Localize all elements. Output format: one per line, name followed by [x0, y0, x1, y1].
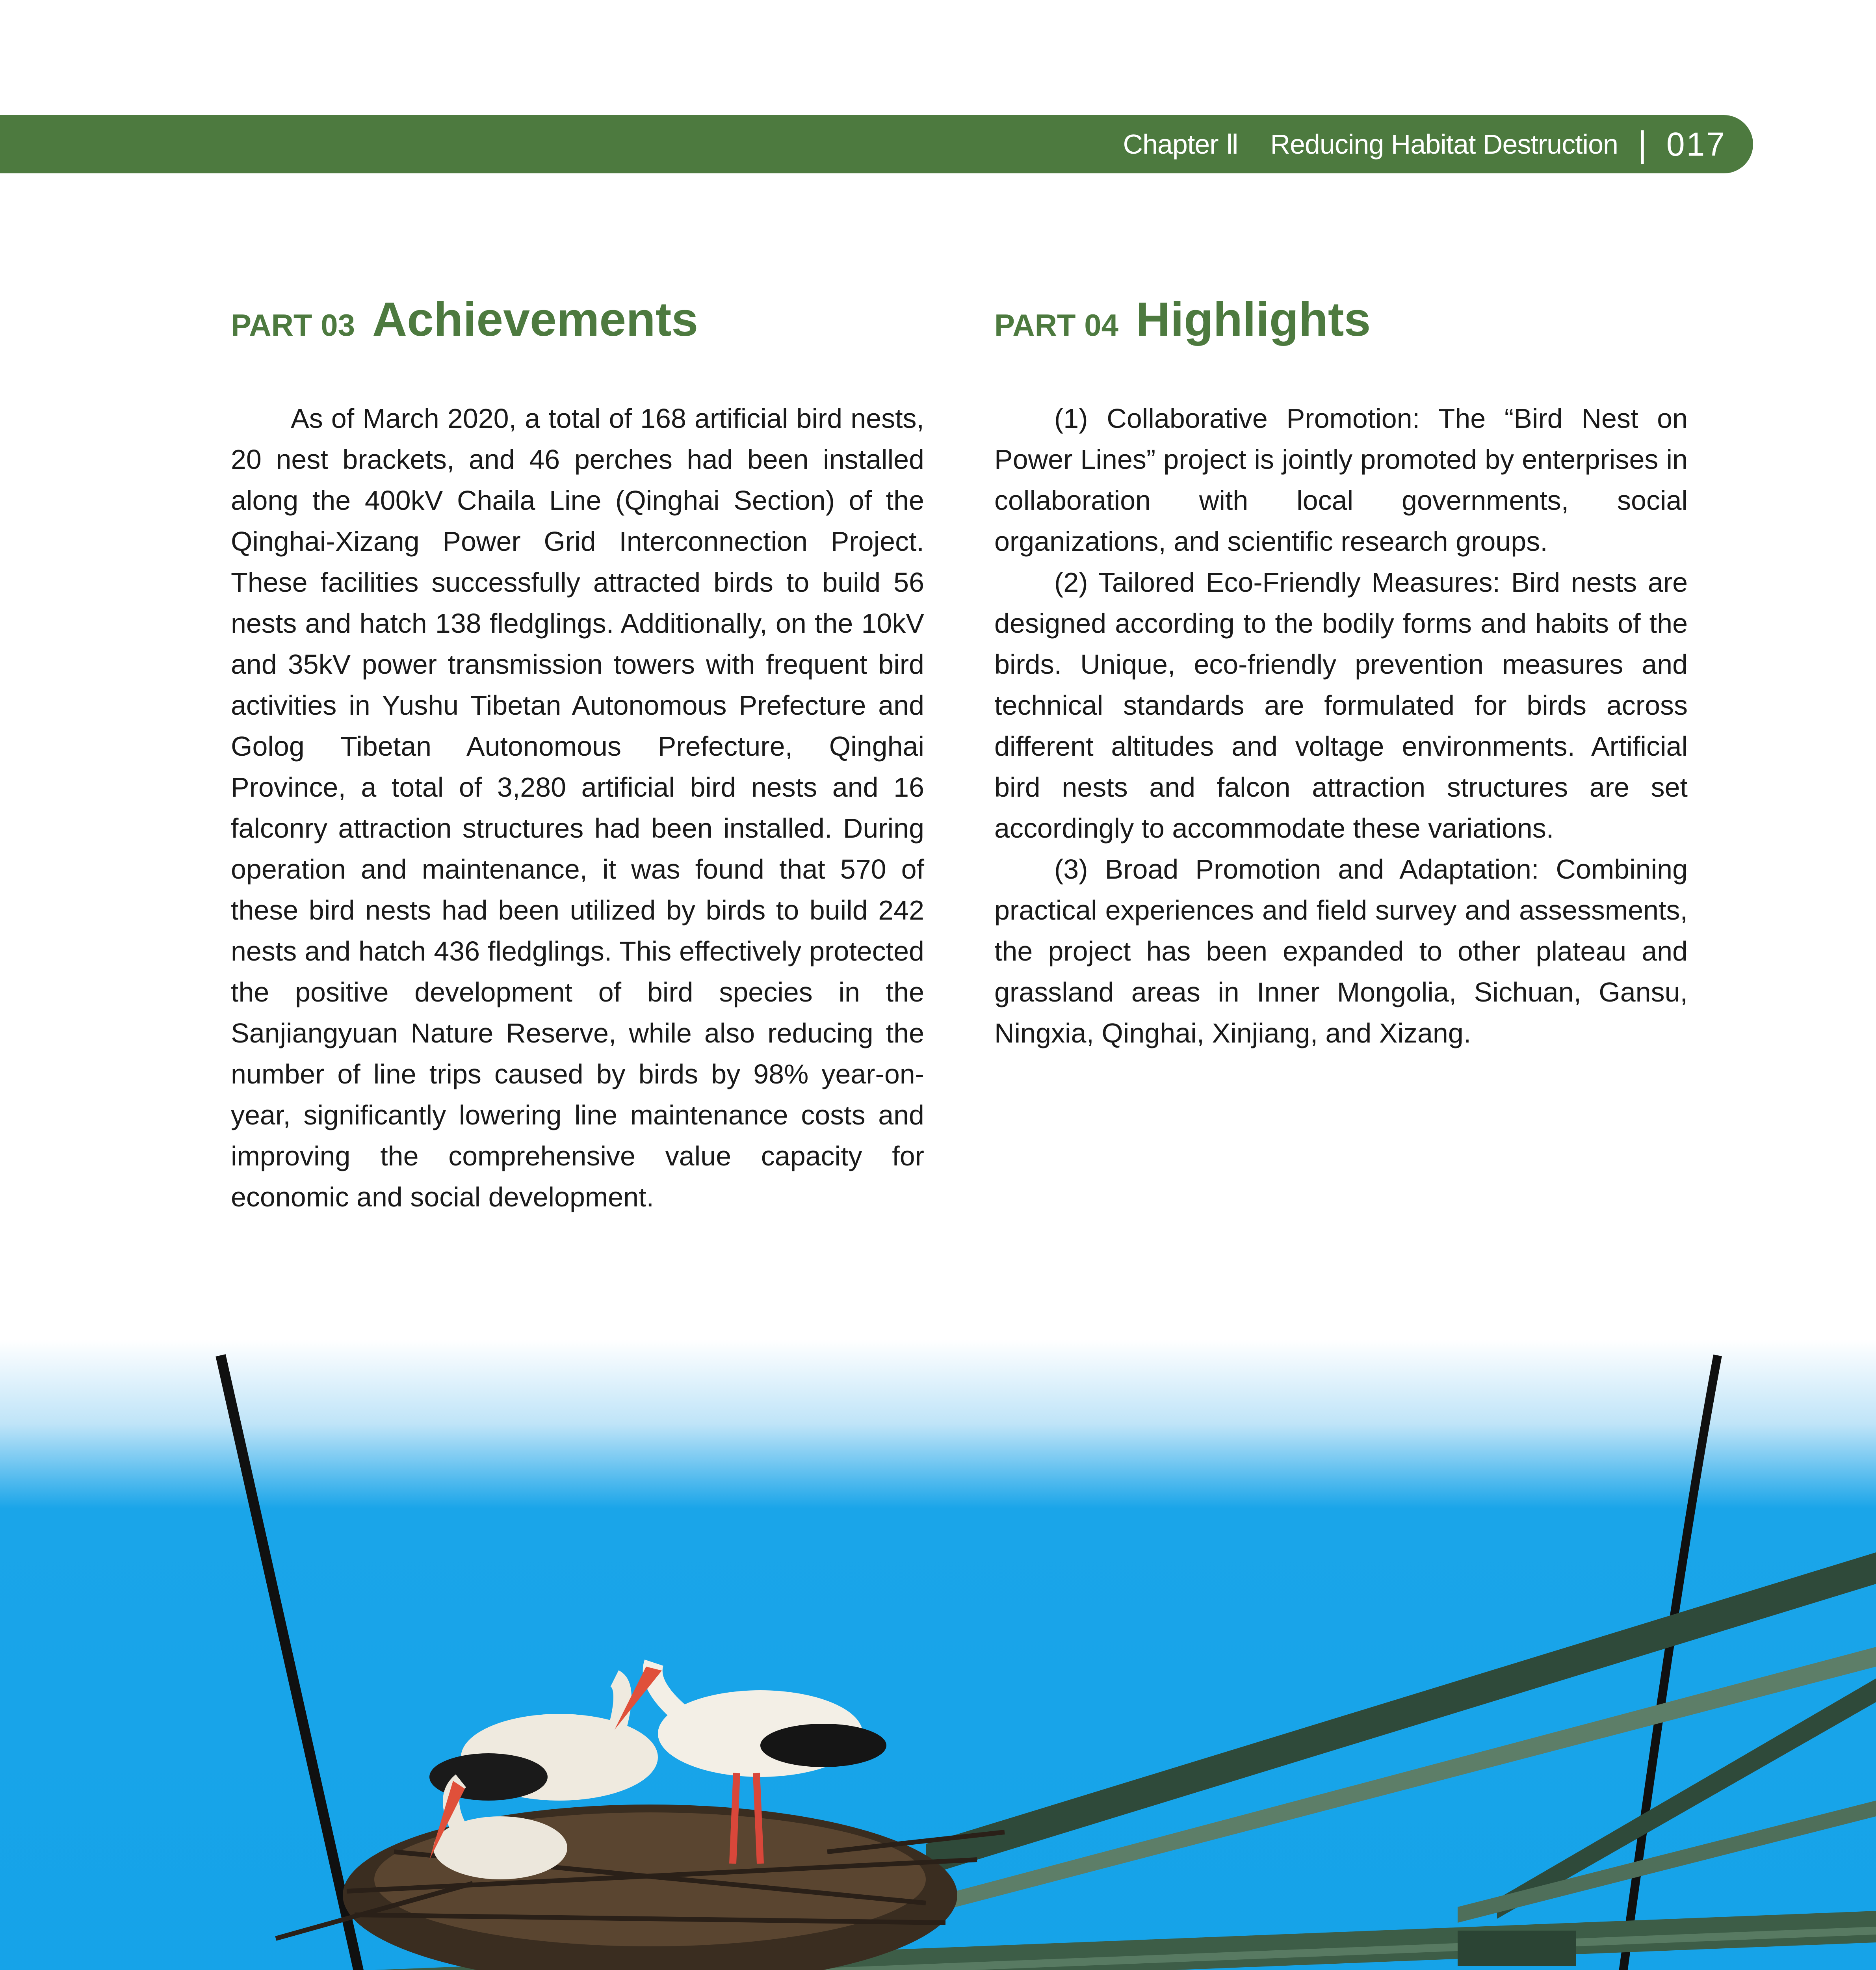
section-title: Reducing Habitat Destruction: [1270, 129, 1618, 160]
part04-heading: [994, 292, 1688, 347]
part03-heading: [231, 292, 924, 347]
part04-label: PART 04: [994, 308, 1118, 342]
part03-section: [231, 292, 924, 1217]
highlight-paragraph-1: (1) Collaborative Promotion: The “Bird Nest on Power Lines” project is jointly promoted by enterprises in collaboration with local governments, social organizations, and scientific research groups.: [994, 403, 1688, 557]
photo-illustration: [0, 1340, 1876, 1970]
highlight-paragraph-2: (2) Tailored Eco-Friendly Measures: Bird nests are designed according to the bodily forms and habits of the birds. Unique, eco-friendly prevention measures and technical standards are formulated for birds across different altitudes and voltage environments. Artificial bird nests and falcon attraction structures are set accordingly to accommodate these variations.: [994, 567, 1688, 844]
chapter-label: Chapter Ⅱ: [1123, 129, 1239, 160]
part04-title: Highlights: [1135, 292, 1371, 346]
highlight-paragraph-3: (3) Broad Promotion and Adaptation: Combining practical experiences and field survey and assessments, the project has been expanded to other plateau and grassland areas in Inner Mongolia, Sichuan, Gansu, Ningxia, Qinghai, Xinjiang, and Xizang.: [994, 854, 1688, 1048]
part03-title: Achievements: [372, 292, 698, 346]
stork-nest-photo: [0, 1340, 1876, 1970]
header-separator: |: [1637, 124, 1647, 164]
part03-label: PART 03: [231, 308, 355, 342]
running-header: [1123, 115, 1726, 173]
page-number: 017: [1666, 125, 1726, 163]
part03-paragraph: As of March 2020, a total of 168 artificial bird nests, 20 nest brackets, and 46 perches had been installed along the 400kV Chaila Line (Qinghai Section) of the Qinghai-Xizang Power Grid Interconnection Project. These facilities successfully attracted birds to build 56 nests and hatch 138 fledglings. Additionally, on the 10kV and 35kV power transmission towers with frequent bird activities in Yushu Tibetan Autonomous Prefecture and Golog Tibetan Autonomous Prefecture, Qinghai Province, a total of 3,280 artificial bird nests and 16 falconry attraction structures had been installed. During operation and maintenance, it was found that 570 of these bird nests had been utilized by birds to build 242 nests and hatch 436 fledglings. This effectively protected the positive development of bird species in the Sanjiangyuan Nature Reserve, while also reducing the number of line trips caused by birds by 98% year-on-year, significantly lowering line maintenance costs and improving the comprehensive value capacity for economic and social development.: [231, 403, 924, 1212]
part04-section: [994, 292, 1688, 1054]
